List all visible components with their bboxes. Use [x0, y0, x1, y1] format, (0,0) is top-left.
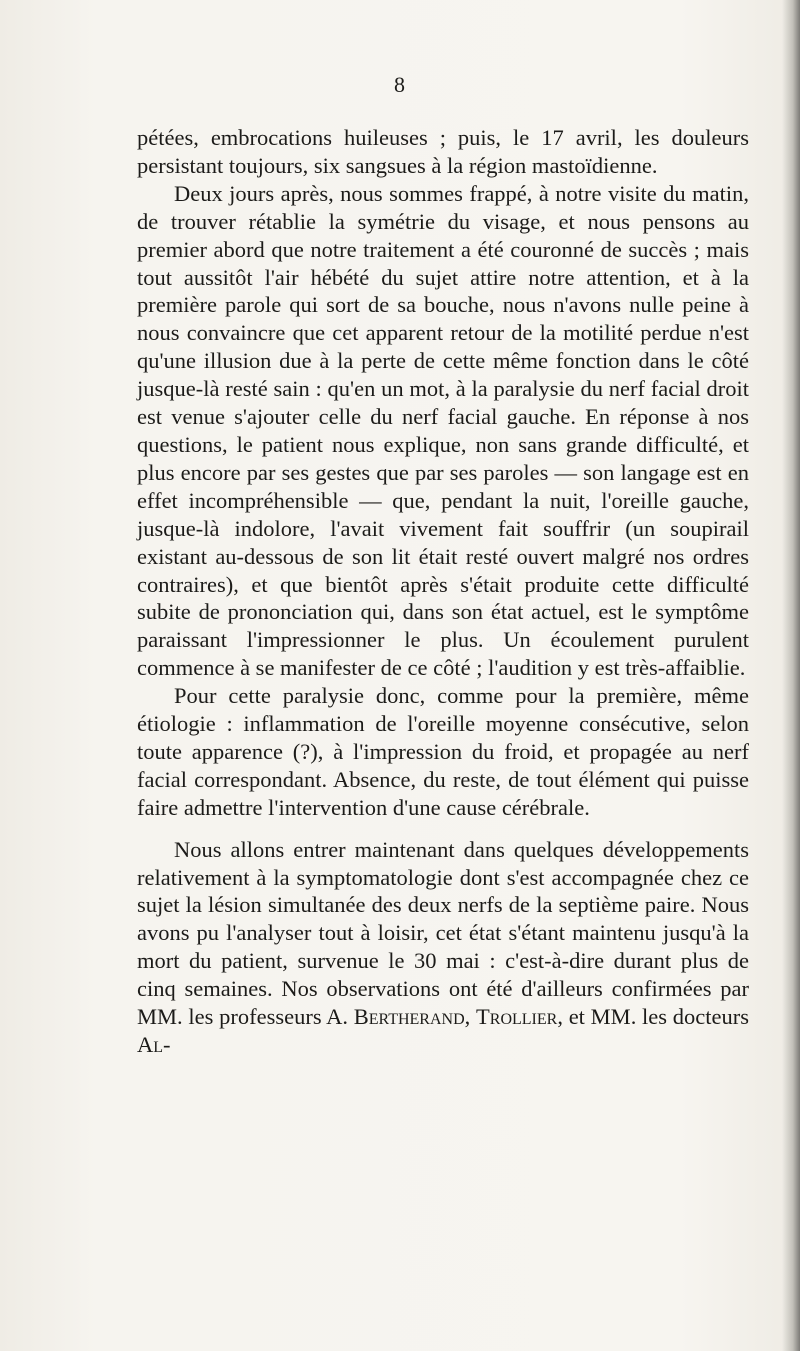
- paragraph-text: , et MM. les docteurs: [557, 1004, 750, 1030]
- paragraph-continuation: pétées, embrocations huileuses ; puis, le 17 avril, les douleurs persistant toujours, six sangsues à la région mastoïdienne.: [137, 125, 749, 178]
- author-name: Trollier: [476, 1004, 558, 1030]
- author-name: Al-: [137, 1032, 171, 1057]
- paragraph-text: Nous allons entrer maintenant dans quelques développements relativement à la symptomatologie dont s'est accompagnée chez ce sujet la lésion simultanée des deux nerfs de la septième paire. Nous avons pu l'analyser tout à loisir, cet état s'étant maintenu jusqu'à la mort du patient, survenue le 30 mai : c'est-à-dire durant plus de cinq semaines. Nos observations ont été d'ailleurs confirmées par MM. les professeurs A.: [137, 836, 749, 1030]
- body-text: [137, 124, 749, 1059]
- author-name: Bertherand: [353, 1004, 465, 1030]
- paragraph-symptomatology: [137, 836, 749, 1059]
- page-number: 8: [394, 72, 406, 97]
- paragraph-text: ,: [464, 1004, 477, 1030]
- paragraph-etiology: Pour cette paralysie donc, comme pour la première, même étiologie : inflammation de l'oreille moyenne consécutive, selon toute apparence (?), à l'impression du froid, et propagée au nerf facial correspondant. Absence, du reste, de tout élément qui puisse faire admettre l'intervention d'une cause cérébrale.: [137, 683, 749, 820]
- page-edge-shadow: [782, 0, 800, 1351]
- paragraph-symptoms: Deux jours après, nous sommes frappé, à notre visite du matin, de trouver rétablie la symétrie du visage, et nous pensons au premier abord que notre traitement a été couronné de succès ; mais tout aussitôt l'air hébété du sujet attire notre attention, et à la première parole qui sort de sa bouche, nous n'avons nulle peine à nous convaincre que cet apparent retour de la motilité perdue n'est qu'une illusion due à la perte de cette même fonction dans le côté jusque-là resté sain : qu'en un mot, à la paralysie du nerf facial droit est venue s'ajouter celle du nerf facial gauche. En réponse à nos questions, le patient nous explique, non sans grande difficulté, et plus encore par ses gestes que par ses paroles — son langage est en effet incompréhensible — que, pendant la nuit, l'oreille gauche, jusque-là indolore, l'avait vivement fait souffrir (un soupirail existant au-dessous de son lit était resté ouvert malgré nos ordres contraires), et que bientôt après s'était produite cette difficulté subite de prononciation qui, dans son état actuel, est le symptôme paraissant l'impressionner le plus. Un écoulement purulent commence à se manifester de ce côté ; l'audition y est très-affaiblie.: [137, 180, 749, 681]
